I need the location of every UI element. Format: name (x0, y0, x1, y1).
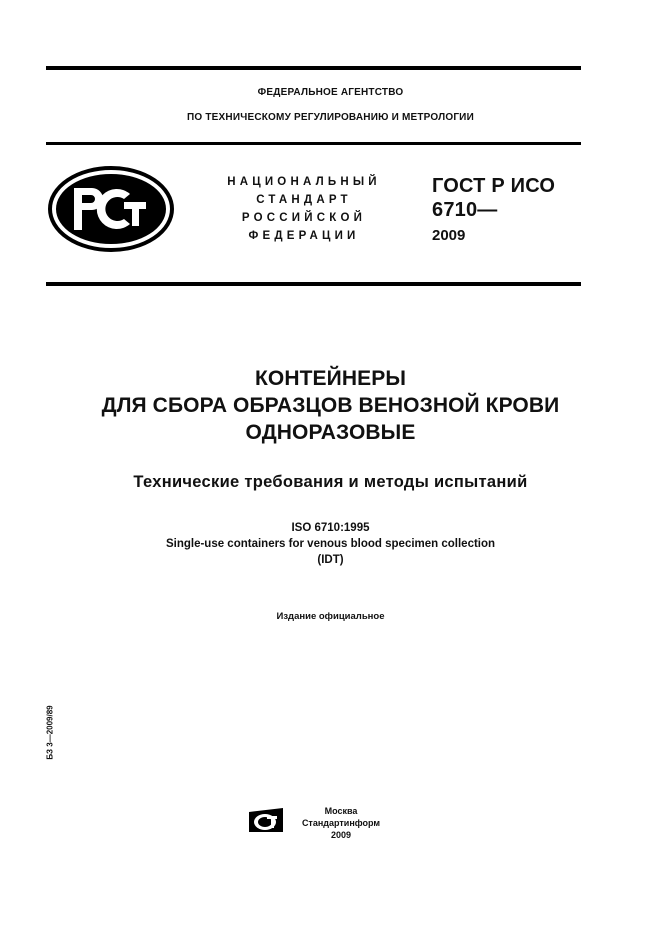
title-line-1: КОНТЕЙНЕРЫ (255, 367, 406, 390)
national-line-1: НАЦИОНАЛЬНЫЙ (227, 176, 381, 188)
edition-label: Издание официальное (276, 611, 385, 622)
publisher-city: Москва (324, 806, 358, 816)
standard-code-line-1: ГОСТ Р ИСО (432, 175, 556, 197)
iso-ref-line-2: Single-use containers for venous blood specimen collection (165, 538, 496, 550)
publisher-name: Стандартинформ (301, 818, 381, 828)
standard-code-line-2: 6710— (432, 199, 498, 221)
national-line-2: СТАНДАРТ (256, 194, 352, 206)
block-bottom-rule (46, 282, 581, 286)
national-line-4: ФЕДЕРАЦИИ (248, 230, 360, 242)
subtitle: Технические требования и методы испытаний (133, 473, 528, 491)
iso-ref-line-3: (IDT) (317, 554, 344, 566)
agency-line-1: ФЕДЕРАЛЬНОЕ АГЕНТСТВО (257, 87, 404, 98)
standartinform-logo-icon (245, 806, 287, 834)
title-line-2: ДЛЯ СБОРА ОБРАЗЦОВ ВЕНОЗНОЙ КРОВИ (101, 394, 560, 417)
title-line-3: ОДНОРАЗОВЫЕ (245, 421, 416, 444)
pct-certification-logo-icon (48, 166, 174, 252)
side-code: БЗ 3—2009/89 (45, 705, 55, 760)
publisher-year: 2009 (330, 830, 352, 840)
national-line-3: РОССИЙСКОЙ (241, 212, 367, 224)
top-rule (46, 66, 581, 70)
standard-code-year: 2009 (432, 227, 466, 244)
header-divider (46, 142, 581, 145)
iso-ref-line-1: ISO 6710:1995 (291, 522, 370, 534)
agency-line-2: ПО ТЕХНИЧЕСКОМУ РЕГУЛИРОВАНИЮ И МЕТРОЛОГИИ (187, 112, 474, 123)
